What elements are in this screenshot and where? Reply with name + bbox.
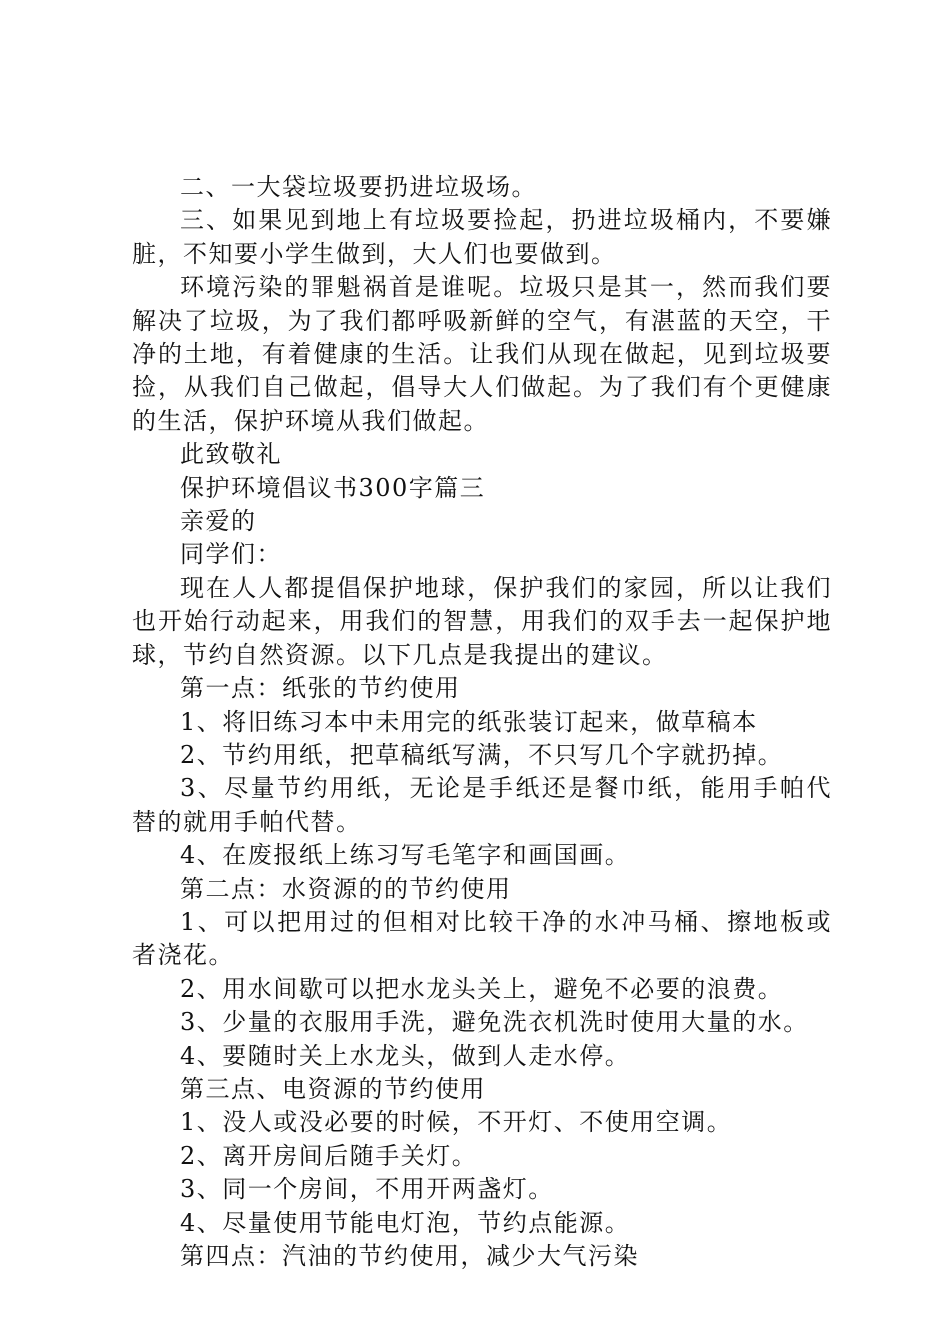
list-item: 2、节约用纸，把草稿纸写满，不只写几个字就扔掉。: [180, 740, 784, 769]
list-item: 1、可以把用过的但相对比较干净的水冲马桶、擦地板或者浇花。: [132, 907, 832, 970]
list-item: 2、离开房间后随手关灯。: [180, 1141, 478, 1170]
section-title: 保护环境倡议书300字篇三: [180, 473, 486, 502]
list-item: 3、少量的衣服用手洗，避免洗衣机洗时使用大量的水。: [180, 1008, 809, 1037]
paragraph: 二、一大袋垃圾要扔进垃圾场。: [180, 173, 537, 201]
greeting-recipient: 同学们：: [180, 540, 282, 569]
list-item: 4、要随时关上水龙头，做到人走水停。: [180, 1041, 631, 1070]
closing-salutation: 此致敬礼: [180, 440, 282, 469]
paragraph: 三、如果见到地上有垃圾要捡起，扔进垃圾桶内，不要嫌脏，不知要小学生做到，大人们也要做到。: [132, 206, 832, 268]
paragraph: 现在人人都提倡保护地球，保护我们的家园，所以让我们也开始行动起来，用我们的智慧，用我们的双手去一起保护地球，节约自然资源。以下几点是我提出的建议。: [132, 573, 832, 669]
list-item: 2、用水间歇可以把水龙头关上，避免不必要的浪费。: [180, 974, 784, 1003]
list-item: 3、尽量节约用纸，无论是手纸还是餐巾纸，能用手帕代替的就用手帕代替。: [132, 774, 832, 836]
point-heading: 第二点：水资源的的节约使用: [180, 874, 512, 903]
paragraph: 环境污染的罪魁祸首是谁呢。垃圾只是其一，然而我们要解决了垃圾，为了我们都呼吸新鲜的空气，有湛蓝的天空，干净的土地，有着健康的生活。让我们从现在做起，见到垃圾要捡，从我们自己做起，倡导大人们做起。为了我们有个更健康的生活，保护环境从我们做起。: [132, 273, 832, 435]
list-item: 4、在废报纸上练习写毛笔字和画国画。: [180, 841, 631, 870]
point-heading: 第三点、电资源的节约使用: [180, 1074, 486, 1103]
list-item: 1、没人或没必要的时候，不开灯、不使用空调。: [180, 1108, 733, 1137]
document-body: [132, 171, 832, 1273]
list-item: 3、同一个房间，不用开两盏灯。: [180, 1175, 554, 1204]
point-heading: 第一点：纸张的节约使用: [180, 674, 461, 703]
point-heading: 第四点：汽油的节约使用，减少大气污染: [180, 1242, 639, 1270]
list-item: 1、将旧练习本中未用完的纸张装订起来，做草稿本: [180, 707, 758, 736]
list-item: 4、尽量使用节能电灯泡，节约点能源。: [180, 1208, 631, 1237]
greeting: 亲爱的: [180, 507, 257, 536]
